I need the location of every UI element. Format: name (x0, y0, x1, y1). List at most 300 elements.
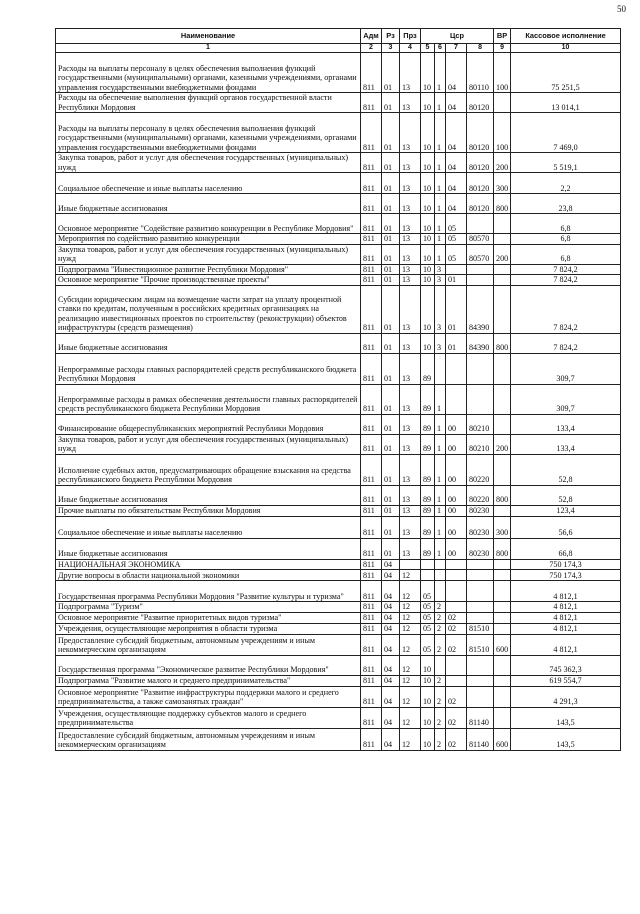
row-vr (494, 581, 511, 602)
row-rz: 04 (382, 675, 400, 686)
row-amount: 4 812,1 (511, 623, 621, 634)
row-csr-program: 05 (421, 602, 435, 613)
row-csr-program: 10 (421, 93, 435, 113)
row-rz: 04 (382, 559, 400, 570)
row-csr-direction: 80230 (467, 538, 494, 559)
row-adm: 811 (361, 414, 382, 434)
header-row (56, 29, 621, 44)
row-csr-program: 10 (421, 675, 435, 686)
row-name: Непрограммные расходы главных распорядителей средств республиканского бюджета Республики Мордовия (56, 353, 361, 384)
row-csr-measure (446, 581, 467, 602)
row-vr: 600 (494, 728, 511, 750)
row-name: Подпрограмма "Туризм" (56, 602, 361, 613)
row-csr-subprogram: 3 (435, 333, 446, 353)
row-rz: 01 (382, 516, 400, 538)
row-adm: 811 (361, 93, 382, 113)
row-prz: 13 (400, 234, 421, 245)
row-csr-program: 10 (421, 153, 435, 173)
row-amount: 745 362,3 (511, 655, 621, 675)
row-rz: 04 (382, 728, 400, 750)
row-rz: 04 (382, 623, 400, 634)
row-csr-measure: 04 (446, 93, 467, 113)
row-csr-program: 89 (421, 384, 435, 414)
row-vr (494, 675, 511, 686)
row-name: Иные бюджетные ассигнования (56, 485, 361, 505)
row-prz: 12 (400, 634, 421, 655)
row-csr-program: 10 (421, 194, 435, 214)
table-row (56, 264, 621, 275)
row-name: Основное мероприятие "Развитие инфраструктуры поддержки малого и среднего предпринимательства, а также самозанятых граждан" (56, 686, 361, 707)
row-csr-program: 05 (421, 623, 435, 634)
row-name: Закупка товаров, работ и услуг для обеспечения государственных (муниципальных) нужд (56, 153, 361, 173)
row-csr-subprogram: 2 (435, 623, 446, 634)
row-rz: 01 (382, 333, 400, 353)
row-csr-subprogram: 1 (435, 485, 446, 505)
table-row (56, 612, 621, 623)
row-csr-measure: 00 (446, 414, 467, 434)
row-vr (494, 275, 511, 286)
row-csr-direction (467, 264, 494, 275)
row-csr-measure (446, 602, 467, 613)
column-number-row (56, 44, 621, 53)
row-csr-measure: 02 (446, 707, 467, 728)
table-row (56, 285, 621, 333)
row-amount: 750 174,3 (511, 570, 621, 581)
row-amount: 309,7 (511, 353, 621, 384)
table-row (56, 538, 621, 559)
row-csr-direction (467, 612, 494, 623)
row-csr-program: 10 (421, 234, 435, 245)
row-csr-direction: 84390 (467, 333, 494, 353)
row-csr-direction (467, 275, 494, 286)
row-vr: 100 (494, 53, 511, 93)
row-csr-measure: 04 (446, 194, 467, 214)
row-csr-measure: 05 (446, 234, 467, 245)
row-adm: 811 (361, 153, 382, 173)
row-vr (494, 234, 511, 245)
header-cash-execution: Кассовое исполнение (511, 29, 621, 44)
row-prz (400, 559, 421, 570)
row-name: Непрограммные расходы в рамках обеспечения деятельности главных распорядителей средств республиканского бюджета Республики Мордовия (56, 384, 361, 414)
row-csr-subprogram: 2 (435, 634, 446, 655)
row-csr-subprogram (435, 570, 446, 581)
row-csr-subprogram: 1 (435, 153, 446, 173)
row-vr (494, 655, 511, 675)
row-csr-direction (467, 559, 494, 570)
row-prz: 13 (400, 285, 421, 333)
row-vr: 100 (494, 113, 511, 153)
row-prz: 12 (400, 612, 421, 623)
row-vr (494, 285, 511, 333)
row-csr-subprogram: 3 (435, 275, 446, 286)
row-amount: 7 469,0 (511, 113, 621, 153)
row-csr-direction: 80120 (467, 113, 494, 153)
row-csr-measure: 01 (446, 275, 467, 286)
row-prz: 13 (400, 173, 421, 194)
row-prz: 12 (400, 728, 421, 750)
row-rz: 01 (382, 234, 400, 245)
row-name: Прочие выплаты по обязательствам Республики Мордовия (56, 505, 361, 516)
row-prz: 13 (400, 434, 421, 454)
row-adm: 811 (361, 655, 382, 675)
row-vr (494, 93, 511, 113)
row-adm: 811 (361, 623, 382, 634)
row-prz: 13 (400, 353, 421, 384)
column-number: 8 (467, 44, 494, 53)
row-csr-direction (467, 686, 494, 707)
row-rz: 04 (382, 686, 400, 707)
row-amount: 4 812,1 (511, 612, 621, 623)
row-amount: 143,5 (511, 728, 621, 750)
row-csr-direction: 80210 (467, 414, 494, 434)
table-row (56, 353, 621, 384)
row-amount: 143,5 (511, 707, 621, 728)
row-amount: 6,8 (511, 234, 621, 245)
row-rz: 04 (382, 707, 400, 728)
row-csr-measure (446, 384, 467, 414)
row-adm: 811 (361, 285, 382, 333)
row-csr-program: 89 (421, 414, 435, 434)
row-csr-direction: 80210 (467, 434, 494, 454)
row-prz: 13 (400, 485, 421, 505)
row-rz: 01 (382, 275, 400, 286)
row-csr-direction: 84390 (467, 285, 494, 333)
row-prz: 13 (400, 516, 421, 538)
row-csr-direction (467, 655, 494, 675)
table-row (56, 634, 621, 655)
row-adm: 811 (361, 612, 382, 623)
row-vr: 600 (494, 634, 511, 655)
row-csr-measure: 04 (446, 153, 467, 173)
row-vr: 200 (494, 244, 511, 264)
row-amount: 6,8 (511, 214, 621, 234)
row-csr-program: 10 (421, 244, 435, 264)
row-rz: 01 (382, 384, 400, 414)
table-row (56, 655, 621, 675)
table-row (56, 602, 621, 613)
row-name: Подпрограмма "Развитие малого и среднего предпринимательства" (56, 675, 361, 686)
row-adm: 811 (361, 707, 382, 728)
row-name: Основное мероприятие "Прочие производственные проекты" (56, 275, 361, 286)
table-row (56, 707, 621, 728)
row-amount: 6,8 (511, 244, 621, 264)
header-adm: Адм (361, 29, 382, 44)
row-vr (494, 570, 511, 581)
table-row (56, 53, 621, 93)
row-csr-subprogram: 1 (435, 93, 446, 113)
table-row (56, 505, 621, 516)
row-adm: 811 (361, 264, 382, 275)
row-adm: 811 (361, 353, 382, 384)
row-adm: 811 (361, 234, 382, 245)
table-row (56, 570, 621, 581)
row-amount: 4 812,1 (511, 602, 621, 613)
row-csr-measure: 00 (446, 434, 467, 454)
row-adm: 811 (361, 538, 382, 559)
row-csr-measure: 02 (446, 623, 467, 634)
row-rz: 01 (382, 113, 400, 153)
row-csr-subprogram (435, 559, 446, 570)
row-amount: 75 251,5 (511, 53, 621, 93)
row-csr-measure: 04 (446, 113, 467, 153)
row-amount: 123,4 (511, 505, 621, 516)
row-csr-measure: 00 (446, 454, 467, 485)
column-number: 9 (494, 44, 511, 53)
row-csr-subprogram: 2 (435, 602, 446, 613)
row-adm: 811 (361, 675, 382, 686)
row-adm: 811 (361, 384, 382, 414)
row-csr-program: 89 (421, 538, 435, 559)
header-csr: Цср (421, 29, 494, 44)
row-prz: 12 (400, 581, 421, 602)
column-number: 2 (361, 44, 382, 53)
row-csr-measure: 01 (446, 285, 467, 333)
row-csr-program: 10 (421, 686, 435, 707)
column-number: 1 (56, 44, 361, 53)
row-name: Мероприятия по содействию развитию конкуренции (56, 234, 361, 245)
row-csr-subprogram: 1 (435, 384, 446, 414)
row-name: Основное мероприятие "Развитие приоритетных видов туризма" (56, 612, 361, 623)
row-amount: 52,8 (511, 485, 621, 505)
row-name: Предоставление субсидий бюджетным, автономным учреждениям и иным некоммерческим организациям (56, 728, 361, 750)
row-csr-program: 10 (421, 285, 435, 333)
row-rz: 01 (382, 454, 400, 485)
row-prz: 13 (400, 93, 421, 113)
row-amount: 133,4 (511, 414, 621, 434)
row-adm: 811 (361, 602, 382, 613)
row-csr-subprogram: 1 (435, 454, 446, 485)
row-vr: 800 (494, 538, 511, 559)
row-csr-subprogram (435, 581, 446, 602)
row-prz: 13 (400, 194, 421, 214)
row-csr-subprogram: 2 (435, 612, 446, 623)
row-rz: 01 (382, 214, 400, 234)
row-prz: 12 (400, 570, 421, 581)
row-csr-direction: 81510 (467, 634, 494, 655)
row-prz: 13 (400, 113, 421, 153)
row-rz: 01 (382, 485, 400, 505)
table-row (56, 728, 621, 750)
row-csr-measure (446, 353, 467, 384)
row-amount: 56,6 (511, 516, 621, 538)
row-vr: 800 (494, 485, 511, 505)
row-name: Предоставление субсидий бюджетным, автономным учреждениям и иным некоммерческим организациям (56, 634, 361, 655)
table-row (56, 113, 621, 153)
row-csr-measure (446, 559, 467, 570)
row-prz: 12 (400, 675, 421, 686)
row-amount: 66,8 (511, 538, 621, 559)
row-name: Социальное обеспечение и иные выплаты населению (56, 516, 361, 538)
row-csr-direction (467, 602, 494, 613)
row-csr-direction: 80570 (467, 234, 494, 245)
row-name: Субсидии юридическим лицам на возмещение части затрат на уплату процентной ставки по кредитам, полученным в российских кредитных организациях на реализацию инвестиционных проектов по строительству (реконструкции) объектов инфраструктуры (средств размещения) (56, 285, 361, 333)
row-rz: 01 (382, 173, 400, 194)
table-row (56, 559, 621, 570)
row-prz: 13 (400, 384, 421, 414)
table-row (56, 214, 621, 234)
row-amount: 4 812,1 (511, 581, 621, 602)
row-csr-direction (467, 581, 494, 602)
budget-execution-table (55, 28, 621, 751)
table-row (56, 454, 621, 485)
table-row (56, 581, 621, 602)
row-csr-direction: 81510 (467, 623, 494, 634)
row-csr-subprogram: 2 (435, 686, 446, 707)
row-adm: 811 (361, 516, 382, 538)
row-csr-subprogram: 1 (435, 244, 446, 264)
row-vr (494, 454, 511, 485)
row-csr-subprogram: 1 (435, 538, 446, 559)
row-csr-program: 10 (421, 728, 435, 750)
row-name: Социальное обеспечение и иные выплаты населению (56, 173, 361, 194)
row-prz: 13 (400, 53, 421, 93)
row-csr-program: 05 (421, 581, 435, 602)
row-name: Исполнение судебных актов, предусматривающих обращение взыскания на средства республиканского бюджета Республики Мордовия (56, 454, 361, 485)
row-csr-measure: 00 (446, 505, 467, 516)
row-csr-subprogram (435, 655, 446, 675)
row-csr-subprogram: 1 (435, 53, 446, 93)
table-row (56, 675, 621, 686)
header-name: Наименование (56, 29, 361, 44)
row-csr-measure (446, 264, 467, 275)
row-name: Основное мероприятие "Содействие развитию конкуренции в Республике Мордовия" (56, 214, 361, 234)
table-row (56, 434, 621, 454)
row-csr-program: 10 (421, 655, 435, 675)
table-row (56, 194, 621, 214)
table-row (56, 234, 621, 245)
row-vr: 800 (494, 333, 511, 353)
table-row (56, 485, 621, 505)
row-prz: 13 (400, 264, 421, 275)
row-csr-program (421, 559, 435, 570)
table-row (56, 333, 621, 353)
row-csr-subprogram: 3 (435, 285, 446, 333)
row-csr-subprogram: 2 (435, 707, 446, 728)
row-vr (494, 384, 511, 414)
row-csr-direction: 80110 (467, 53, 494, 93)
row-prz: 13 (400, 214, 421, 234)
row-csr-measure: 00 (446, 538, 467, 559)
row-csr-direction: 80120 (467, 153, 494, 173)
column-number: 6 (435, 44, 446, 53)
table-row (56, 173, 621, 194)
row-amount: 52,8 (511, 454, 621, 485)
row-rz: 01 (382, 538, 400, 559)
row-csr-direction: 81140 (467, 707, 494, 728)
row-adm: 811 (361, 485, 382, 505)
row-amount: 13 014,1 (511, 93, 621, 113)
row-csr-measure (446, 570, 467, 581)
row-amount: 5 519,1 (511, 153, 621, 173)
row-adm: 811 (361, 214, 382, 234)
row-csr-direction (467, 353, 494, 384)
row-prz: 13 (400, 275, 421, 286)
row-name: Иные бюджетные ассигнования (56, 538, 361, 559)
table-row (56, 516, 621, 538)
row-csr-direction (467, 675, 494, 686)
row-name: Учреждения, осуществляющие мероприятия в области туризма (56, 623, 361, 634)
row-name: Расходы на обеспечение выполнения функций органов государственной власти Республики Мордовия (56, 93, 361, 113)
row-csr-subprogram: 1 (435, 434, 446, 454)
row-name: Государственная программа "Экономическое развитие Республики Мордовия" (56, 655, 361, 675)
row-csr-program: 89 (421, 505, 435, 516)
row-csr-program: 10 (421, 707, 435, 728)
row-adm: 811 (361, 686, 382, 707)
row-csr-direction: 80570 (467, 244, 494, 264)
row-adm: 811 (361, 53, 382, 93)
row-csr-direction (467, 214, 494, 234)
row-csr-subprogram: 1 (435, 173, 446, 194)
row-rz: 04 (382, 634, 400, 655)
row-csr-direction (467, 570, 494, 581)
row-adm: 811 (361, 581, 382, 602)
row-name: Закупка товаров, работ и услуг для обеспечения государственных (муниципальных) нужд (56, 434, 361, 454)
row-adm: 811 (361, 275, 382, 286)
row-csr-direction: 80220 (467, 485, 494, 505)
row-csr-measure: 04 (446, 53, 467, 93)
row-csr-measure (446, 675, 467, 686)
row-csr-direction: 80120 (467, 173, 494, 194)
row-name: Закупка товаров, работ и услуг для обеспечения государственных (муниципальных) нужд (56, 244, 361, 264)
row-csr-subprogram: 2 (435, 728, 446, 750)
row-vr (494, 353, 511, 384)
row-adm: 811 (361, 244, 382, 264)
row-amount: 750 174,3 (511, 559, 621, 570)
row-prz: 13 (400, 538, 421, 559)
row-adm: 811 (361, 728, 382, 750)
row-csr-measure: 02 (446, 612, 467, 623)
row-rz: 01 (382, 53, 400, 93)
row-rz: 04 (382, 602, 400, 613)
row-rz: 01 (382, 434, 400, 454)
row-prz: 13 (400, 244, 421, 264)
row-csr-measure: 02 (446, 634, 467, 655)
row-csr-direction: 80120 (467, 194, 494, 214)
row-csr-subprogram: 1 (435, 234, 446, 245)
row-amount: 4 812,1 (511, 634, 621, 655)
row-name: Подпрограмма "Инвестиционное развитие Республики Мордовия" (56, 264, 361, 275)
row-prz: 13 (400, 505, 421, 516)
table-row (56, 414, 621, 434)
row-rz: 01 (382, 244, 400, 264)
row-csr-measure: 01 (446, 333, 467, 353)
row-csr-measure: 05 (446, 214, 467, 234)
row-csr-program: 10 (421, 53, 435, 93)
row-csr-measure: 00 (446, 485, 467, 505)
row-csr-direction: 80220 (467, 454, 494, 485)
table-row (56, 93, 621, 113)
row-prz: 12 (400, 623, 421, 634)
row-name: Учреждения, осуществляющие поддержку субъектов малого и среднего предпринимательства (56, 707, 361, 728)
row-amount: 2,2 (511, 173, 621, 194)
row-adm: 811 (361, 194, 382, 214)
header-vr: ВР (494, 29, 511, 44)
row-adm: 811 (361, 113, 382, 153)
row-vr (494, 214, 511, 234)
header-rz: Рз (382, 29, 400, 44)
row-csr-measure: 00 (446, 516, 467, 538)
row-amount: 7 824,2 (511, 275, 621, 286)
row-prz: 13 (400, 414, 421, 434)
row-csr-direction: 80230 (467, 505, 494, 516)
table-row (56, 384, 621, 414)
row-vr (494, 602, 511, 613)
row-amount: 4 291,3 (511, 686, 621, 707)
row-csr-direction (467, 384, 494, 414)
row-amount: 7 824,2 (511, 285, 621, 333)
row-name: Государственная программа Республики Мордовия "Развитие культуры и туризма" (56, 581, 361, 602)
row-vr: 300 (494, 516, 511, 538)
